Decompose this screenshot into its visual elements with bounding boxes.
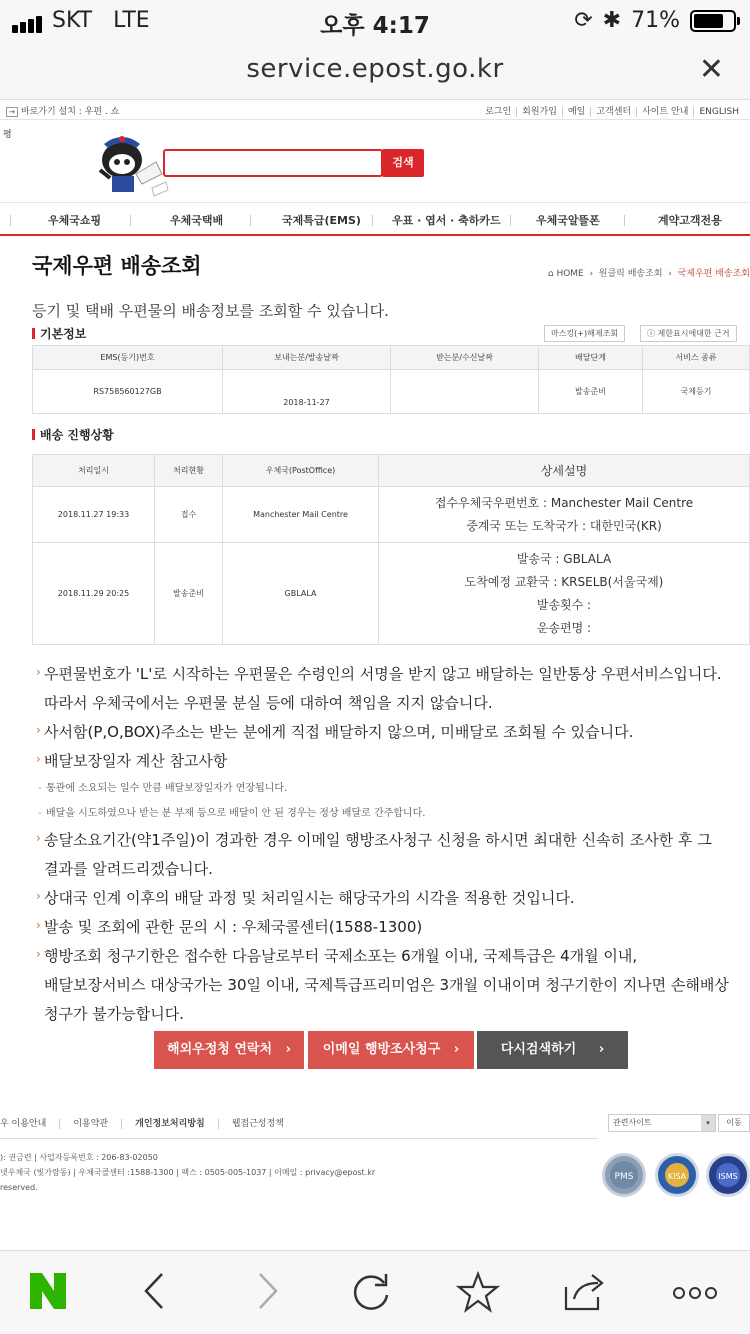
footer-info [0, 1150, 375, 1195]
note-item: › 사서함(P,O,BOX)주소는 받는 분에게 직접 배달하지 않으며, 미배달로 조회될 수 있습니다. [36, 718, 742, 747]
col-datetime: 처리일시 [33, 455, 155, 487]
related-sites-select[interactable]: 관련사이트 ▾ [608, 1114, 716, 1132]
row-status: 발송준비 [155, 543, 223, 645]
reload-icon[interactable] [350, 1271, 392, 1317]
nav-contract[interactable]: 계약고객전용 [658, 214, 722, 227]
table-row [33, 543, 750, 645]
col-sender: 보내는분/발송날짜 [223, 346, 391, 370]
battery-percent: 71% [631, 8, 680, 33]
note-item: › 상대국 인계 이후의 배달 과정 및 처리일시는 해당국가의 시각을 적용한 것입니다. [36, 884, 742, 913]
email-inquiry-button[interactable]: 이메일 행방조사청구 › [308, 1031, 474, 1069]
col-office: 우체국(PostOffice) [223, 455, 379, 487]
intro-text: 등기 및 택배 우편물의 배송정보를 조회할 수 있습니다. [32, 302, 389, 320]
share-icon[interactable] [562, 1271, 608, 1317]
breadcrumb-home[interactable]: HOME [556, 269, 584, 279]
row-status: 접수 [155, 487, 223, 543]
chevron-right-icon: › [453, 1042, 460, 1057]
chevron-right-icon: › [598, 1042, 605, 1057]
battery-icon [690, 10, 736, 32]
footer-link-usage[interactable]: 우 이용안내 [0, 1119, 47, 1129]
delivery-stage: 발송준비 [539, 370, 643, 414]
chevron-right-icon: › [285, 1042, 291, 1057]
naver-n-icon[interactable] [28, 1271, 68, 1315]
note-sub-item: - 통관에 소요되는 일수 만큼 배달보장일자가 연장됩니다. [36, 776, 742, 801]
col-service: 서비스 종류 [643, 346, 750, 370]
breadcrumb: ⌂ HOME › 원클릭 배송조회 › 국제우편 배송조회 [547, 269, 750, 279]
row-datetime: 2018.11.27 19:33 [33, 487, 155, 543]
customer-center-link[interactable]: 고객센터 [590, 107, 636, 117]
breadcrumb-current: 국제우편 배송조회 [677, 269, 750, 279]
service-type: 국제등기 [643, 370, 750, 414]
login-link[interactable]: 로그인 [485, 107, 512, 117]
status-bar [0, 0, 750, 40]
row-office: GBLALA [223, 543, 379, 645]
svg-text:ISMS: ISMS [718, 1172, 738, 1181]
utility-bar [0, 100, 750, 120]
footer-link-terms[interactable]: 이용약관 [59, 1119, 121, 1129]
table-row [33, 370, 750, 414]
footer-links [0, 1116, 297, 1129]
bluetooth-icon: ✱ [602, 8, 622, 33]
detail-line: 접수우체국우편번호 : Manchester Mail Centre [434, 495, 694, 510]
breadcrumb-oneclick[interactable]: 원클릭 배송조회 [598, 269, 663, 279]
progress-title: 배송 진행상황 [32, 426, 114, 443]
table-row [33, 487, 750, 543]
foreign-post-contact-button[interactable]: 해외우정청 연락처 › [154, 1031, 304, 1069]
bookmark-star-icon[interactable] [456, 1271, 500, 1317]
notice-basis-button[interactable]: ⓘ 제한표시에대한 근거 [640, 325, 737, 342]
note-continuation: 배달보장서비스 대상국가는 30일 이내, 국제특급프리미엄은 3개월 이내이며 청구기한이 지나면 손해배상 [44, 976, 729, 994]
isms-seal [706, 1153, 750, 1197]
row-datetime: 2018.11.29 20:25 [33, 543, 155, 645]
page-title: 국제우편 배송조회 [32, 254, 202, 278]
col-receiver: 받는분/수신날짜 [391, 346, 539, 370]
basic-info-title: 기본정보 [32, 325, 86, 342]
detail-line: 발송국 : GBLALA [516, 551, 612, 566]
note-continuation: 결과를 알려드리겠습니다. [44, 860, 213, 878]
url-bar [0, 40, 750, 100]
notes [36, 660, 742, 1029]
url-text[interactable]: service.epost.go.kr [246, 54, 504, 84]
detail-line: 중계국 또는 도착국가 : 대한민국(KR) [466, 518, 662, 533]
unmask-button[interactable]: 마스킹(+)해제조회 [544, 325, 625, 342]
svg-text:PMS: PMS [614, 1172, 634, 1182]
home-icon: ⌂ [547, 269, 554, 279]
receive-date [391, 370, 539, 414]
row-office: Manchester Mail Centre [223, 487, 379, 543]
mascot-logo[interactable] [92, 130, 172, 202]
close-icon[interactable]: ✕ [698, 52, 724, 87]
row-detail [379, 487, 750, 543]
note-item: › 우편물번호가 'L'로 시작하는 우편물은 수령인의 서명을 받지 않고 배달하는 일반통상 우편서비스입니다. [36, 660, 742, 689]
search-again-button[interactable]: 다시검색하기 › [477, 1031, 628, 1069]
col-stage: 배달단계 [539, 346, 643, 370]
send-date: 2018-11-27 [223, 370, 391, 414]
clock: 오후 4:17 [320, 13, 430, 39]
search-button[interactable]: 검색 [382, 149, 424, 177]
col-detail: 상세설명 [379, 455, 750, 487]
detail-line: 발송횟수 : [536, 597, 592, 612]
footer-link-privacy[interactable]: 개인정보처리방침 [121, 1119, 218, 1129]
note-sub-item: - 배달을 시도하였으나 받는 분 부재 등으로 배달이 안 된 경우는 정상 배달로 간주합니다. [36, 801, 742, 826]
network-label: LTE [113, 8, 150, 33]
utility-links [480, 104, 744, 117]
note-continuation: 따라서 우체국에서는 우편물 분실 등에 대하여 책임을 지지 않습니다. [44, 694, 493, 712]
note-item: › 송달소요기간(약1주일)이 경과한 경우 이메일 행방조사청구 신청을 하시면 최대한 신속히 조사한 후 그 [36, 826, 742, 855]
detail-line: 도착예정 교환국 : KRSELB(서울국제) [464, 574, 664, 589]
nav-parcel[interactable]: 우체국택배 [170, 214, 224, 227]
detail-line: 운송편명 : [536, 620, 592, 635]
footer-info-line: ): 권금련 | 사업자등록번호 : 206-83-02050 [0, 1153, 158, 1162]
nav-stamps[interactable]: 우표 · 엽서 · 축하카드 [392, 214, 501, 227]
forward-icon[interactable] [252, 1271, 282, 1315]
site-go-button[interactable]: 이동 [718, 1114, 750, 1132]
kisa-seal [655, 1153, 699, 1197]
util-link-3[interactable]: 예일 [562, 107, 590, 117]
svg-text:KISA: KISA [667, 1172, 687, 1181]
nav-shopping[interactable]: 우체국쇼핑 [48, 214, 102, 227]
rotation-lock-icon: ⟳ [574, 8, 593, 33]
note-item: › 배달보장일자 계산 참고사항 [36, 747, 742, 776]
footer-info-line: reserved. [0, 1183, 38, 1192]
nav-mvno[interactable]: 우체국알뜰폰 [536, 214, 600, 227]
english-link[interactable]: ENGLISH [693, 107, 744, 117]
note-item: › 행방조회 청구기한은 접수한 다음날로부터 국제소포는 6개월 이내, 국제특급은 4개월 이내, [36, 942, 742, 971]
main-nav [0, 202, 750, 236]
site-guide-link[interactable]: 사이트 안내 [636, 107, 693, 117]
side-char: 평 [3, 130, 12, 140]
progress-table [32, 454, 750, 645]
basic-info-table [32, 345, 750, 414]
more-icon[interactable] [672, 1285, 718, 1304]
back-icon[interactable] [140, 1271, 170, 1315]
nav-ems[interactable]: 국제특급(EMS) [282, 214, 361, 227]
chevron-down-icon: ▾ [701, 1115, 715, 1131]
footer-info-line: 넷우체국 (빛가람동) | 우체국콜센터 :1588-1300 | 팩스 : 0505-005-1037 | 이메일 : privacy@epost.kr [0, 1168, 376, 1177]
browser-toolbar [0, 1250, 750, 1334]
footer-link-accessibility[interactable]: 웹접근성정책 [218, 1119, 297, 1129]
carrier-label: SKT LTE [52, 8, 150, 33]
row-detail [379, 543, 750, 645]
search-input[interactable] [163, 149, 383, 177]
tracking-number: RS758560127GB [33, 370, 223, 414]
pms-seal [602, 1153, 646, 1197]
col-status: 처리현황 [155, 455, 223, 487]
note-continuation: 청구가 불가능합니다. [44, 1005, 184, 1023]
note-item: › 발송 및 조회에 관한 문의 시 : 우체국콜센터(1588-1300) [36, 913, 742, 942]
shortcut-install[interactable]: → 바로가기 설치 : 우편 . 쇼 [6, 104, 119, 117]
signup-link[interactable]: 회원가입 [516, 107, 562, 117]
col-ems-number: EMS(등기)번호 [33, 346, 223, 370]
